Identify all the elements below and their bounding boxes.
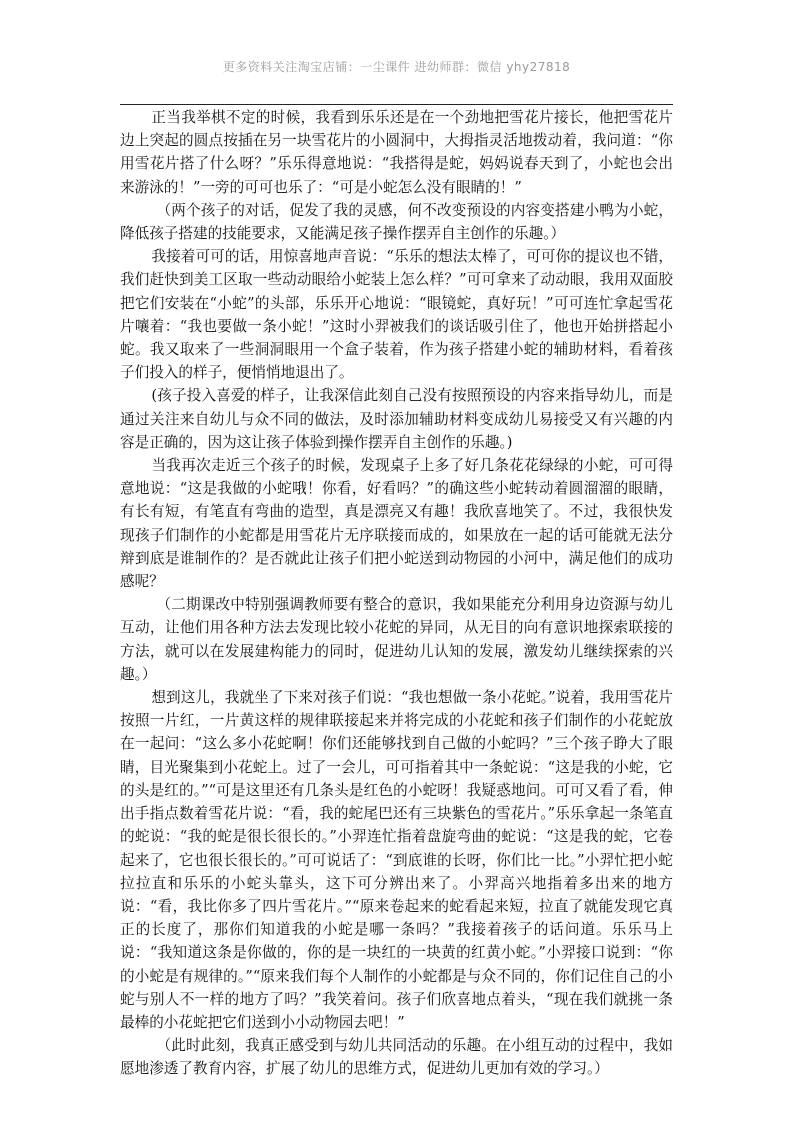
paragraph-reflection-2: (孩子投入喜爱的样子，让我深信此刻自己没有按照预设的内容来指导幼儿，而是通过关注来自幼儿与众不同的做法，及时添加辅助材料变成幼儿易接受又有兴趣的内容是正确的，因为这让孩子体验到操作摆弄自主创作的乐趣。): [120, 387, 673, 451]
page-header-watermark: 更多资料关注淘宝店铺：一尘课件 进幼师群：微信 yhy27818: [222, 60, 571, 74]
paragraph-story-4: 想到这儿，我就坐了下来对孩子们说：“我也想做一条小花蛇。”说着，我用雪花片按照一片红，一片黄这样的规律联接起来并将完成的小花蛇和孩子们制作的小花蛇放在一起问：“这么多小花蛇啊！你们还能够找到自己做的小蛇吗？”三个孩子睁大了眼睛，目光聚集到小花蛇上。过了一会儿，可可指着其中一条蛇说：“这是我的小蛇，它的头是红的。”“可是这里还有几条头是红色的小蛇呀！我疑惑地问。可可又看了看，伸出手指点数着雪花片说：“看，我的蛇尾巴还有三块紫色的雪花片。”乐乐拿起一条笔直的蛇说：“我的蛇是很长很长的。”小羿连忙指着盘旋弯曲的蛇说：“这是我的蛇，它卷起来了，它也很长很长的。”可可说话了：“到底谁的长呀，你们比一比。”小羿忙把小蛇拉拉直和乐乐的小蛇头靠头，这下可分辨出来了。小羿高兴地指着多出来的地方说：“看，我比你多了四片雪花片。”“原来卷起来的蛇看起来短，拉直了就能发现它真正的长度了，那你们知道我的小蛇是哪一条吗？”我接着孩子的话问道。乐乐马上说：“我知道这条是你做的，你的是一块红的一块黄的红黄小蛇。”小羿接口说到：“你的小蛇是有规律的。”“原来我们每个人制作的小蛇都是与众不同的，你们记住自己的小蛇与别人不一样的地方了吗？”我笑着问。孩子们欣喜地点着头，“现在我们就挑一条最棒的小花蛇把它们送到小小动物园去吧！”: [120, 689, 673, 1031]
paragraph-story-3: 当我再次走近三个孩子的时候，发现桌子上多了好几条花花绿绿的小蛇，可可得意地说：“这是我做的小蛇哦！你看，好看吗？”的确这些小蛇转动着圆溜溜的眼睛，有长有短，有笔直有弯曲的造型，真是漂亮又有趣！我欣喜地笑了。不过，我很快发现孩子们制作的小蛇都是用雪花片无序联接而成的，如果放在一起的话可能就无法分辩到底是谁制作的？是否就此让孩子们把小蛇送到动物园的小河中，满足他们的成功感呢？: [120, 457, 673, 591]
paragraph-story-1: 正当我举棋不定的时候，我看到乐乐还是在一个劲地把雪花片接长，他把雪花片边上突起的圆点按插在另一块雪花片的小圆洞中，大拇指灵活地拨动着，我问道：“你用雪花片搭了什么呀？”乐乐得意地说：“我搭得是蛇，妈妈说春天到了，小蛇也会出来游泳的！”一旁的可可也乐了：“可是小蛇怎么没有眼睛的！”: [120, 109, 673, 196]
paragraph-story-2: 我接着可可的话，用惊喜地声音说：“乐乐的想法太棒了，可可你的提议也不错，我们赶快到美工区取一些动动眼给小蛇装上怎么样？”可可拿来了动动眼，我用双面胶把它们安装在“小蛇”的头部，乐乐开心地说：“眼镜蛇，真好玩！”可可连忙拿起雪花片嚷着：“我也要做一条小蛇！”这时小羿被我们的谈话吸引住了，他也开始拼搭起小蛇。我又取来了一些洞洞眼用一个盒子装着，作为孩子搭建小蛇的辅助材料，看着孩子们投入的样子，便悄悄地退出了。: [120, 248, 673, 382]
paragraph-reflection-1: （两个孩子的对话，促发了我的灵感，何不改变预设的内容变搭建小鸭为小蛇，降低孩子搭建的技能要求，又能满足孩子操作摆弄自主创作的乐趣。）: [120, 201, 673, 243]
paragraph-reflection-4: （此时此刻，我真正感受到与幼儿共同活动的乐趣。在小组互动的过程中，我如愿地渗透了教育内容，扩展了幼儿的思维方式，促进幼儿更加有效的学习。）: [120, 1037, 673, 1078]
document-body: [120, 106, 673, 1081]
header-divider: [120, 104, 673, 105]
paragraph-reflection-3: （二期课改中特别强调教师要有整合的意识，我如果能充分利用身边资源与幼儿互动，让他们用各种方法去发现比较小花蛇的异同，从无目的向有意识地探索联接的方法，就可以在发展建构能力的同时，促进幼儿认知的发展，激发幼儿继续探索的兴趣。）: [120, 596, 673, 683]
